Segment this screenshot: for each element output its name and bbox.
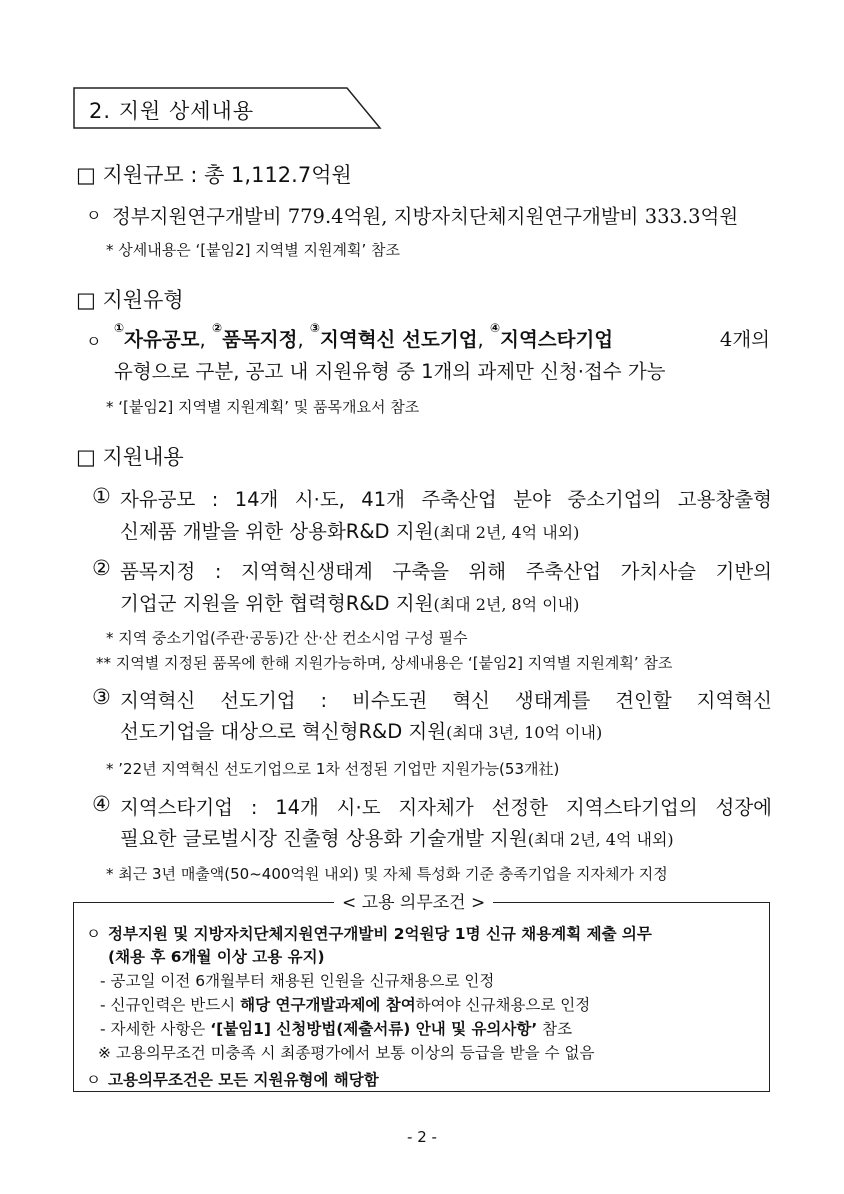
cond-detail-3 [100,1017,572,1039]
type-4-number: ④ [489,321,501,335]
item-1-line-1: 자유공모 : 14개 시·도, 41개 주축산업 분야 중소기업의 고용창출형 [120,488,772,511]
content-heading: □ 지원내용 [76,445,184,469]
item-4-number: ④ [92,792,111,816]
item-2-note-2: ** 지역별 지정된 품목에 한해 지원가능하며, 상세내용은 ‘[붙임2] 지역별 지원계획’ 참조 [96,654,673,672]
types-bullet-mark: ㅇ [86,332,102,351]
type-4-label: 지역스타기업 [500,328,614,351]
item-2-line-1: 품목지정 : 지역혁신생태계 구축을 위해 주축산업 가치사슬 기반의 [120,560,772,583]
cond-detail-2 [100,993,590,1015]
type-1-label: 자유공모 [124,328,200,351]
item-1-desc: 신제품 개발을 위한 상용화R&D 지원 [120,520,434,543]
types-line-1 [114,321,770,352]
cond-bullet-2: 고용의무조건은 모든 지원유형에 해당함 [108,1071,379,1089]
item-2-line-2 [120,588,579,616]
cond-detail-1: - 공고일 이전 6개월부터 채용된 인원을 신규채용으로 인정 [100,972,495,990]
item-3-number: ③ [92,685,111,709]
item-1-number: ① [92,484,111,508]
cond-detail-2-bold: 해당 연구개발과제에 참여 [240,996,416,1014]
types-heading: □ 지원유형 [76,288,184,312]
item-4-note: * 최근 3년 매출액(50~400억원 내외) 및 자체 특성화 기준 충족기업을 지자체가 지정 [106,865,668,883]
section-heading-box [73,87,381,129]
page-number: - 2 - [407,1128,437,1146]
scale-bullet-mark: ㅇ [86,206,102,225]
scale-heading: □ 지원규모 : 총 1,112.7억원 [76,163,352,187]
item-3-desc: 선도기업을 대상으로 혁신형R&D 지원 [120,720,447,743]
cond-bullet-1-line-2: (채용 후 6개월 이상 고용 유지) [108,948,325,966]
item-2-number: ② [92,556,111,580]
section-title: 2. 지원 상세내용 [89,99,255,123]
scale-note: * 상세내용은 ‘[붙임2] 지역별 지원계획’ 참조 [106,241,400,259]
item-3-note: * ’22년 지역혁신 선도기업으로 1차 선정된 기업만 지원가능(53개社) [106,760,560,778]
type-2-label: 품목지정 [222,328,298,351]
types-note: * ‘[붙임2] 지역별 지원계획’ 및 품목개요서 참조 [106,398,420,416]
item-4-line-2 [120,823,674,851]
item-2-note-1: * 지역 중소기업(주관·공동)간 산·산 컨소시엄 구성 필수 [106,629,468,647]
item-2-desc: 기업군 지원을 위한 협력형R&D 지원 [120,592,434,615]
item-4-desc: 필요한 글로벌시장 진출형 상용화 기술개발 지원 [120,827,528,850]
item-4-limit: (최대 2년, 4억 내외) [527,830,674,849]
item-1-line-2 [120,516,579,544]
item-1-limit: (최대 2년, 4억 내외) [433,523,580,542]
type-3-number: ③ [309,321,321,335]
employment-conditions-title: < 고용 의무조건 > [334,888,493,913]
item-4-line-1: 지역스타기업 : 14개 시·도 지자체가 선정한 지역스타기업의 성장에 [120,796,772,819]
types-line-1-tail: 4개의 [719,328,770,351]
cond-detail-3-pre: - 자세한 사항은 [100,1020,211,1038]
type-separator: , [477,328,484,351]
scale-bullet: 정부지원연구개발비 779.4억원, 지방자치단체지원연구개발비 333.3억원 [112,205,739,228]
item-2-limit: (최대 2년, 8억 이내) [433,595,580,614]
type-separator: , [297,328,304,351]
item-3-line-1: 지역혁신 선도기업 : 비수도권 혁신 생태계를 견인할 지역혁신 [120,689,772,712]
cond-bullet-mark-2: ㅇ [86,1071,101,1089]
item-3-limit: (최대 3년, 10억 이내) [446,723,603,742]
cond-bullet-1-line-1: 정부지원 및 지방자치단체지원연구개발비 2억원당 1명 신규 채용계획 제출 의무 [108,925,652,943]
types-list [114,321,614,352]
item-3-line-2 [120,716,602,744]
cond-detail-4: ※ 고용의무조건 미충족 시 최종평가에서 보통 이상의 등급을 받을 수 없음 [98,1044,595,1062]
type-3-label: 지역혁신 선도기업 [320,328,478,351]
cond-detail-3-post: 참조 [537,1020,573,1038]
cond-detail-3-bold: ‘[붙임1] 신청방법(제출서류) 안내 및 유의사항’ [210,1020,538,1038]
cond-detail-2-post: 하여야 신규채용으로 인정 [415,996,591,1014]
type-separator: , [199,328,206,351]
type-2-number: ② [211,321,223,335]
cond-detail-2-pre: - 신규인력은 반드시 [100,996,241,1014]
cond-bullet-mark-1: ㅇ [86,925,101,943]
type-1-number: ① [114,321,125,335]
types-line-2: 유형으로 구분, 공고 내 지원유형 중 1개의 과제만 신청·접수 가능 [114,360,666,383]
